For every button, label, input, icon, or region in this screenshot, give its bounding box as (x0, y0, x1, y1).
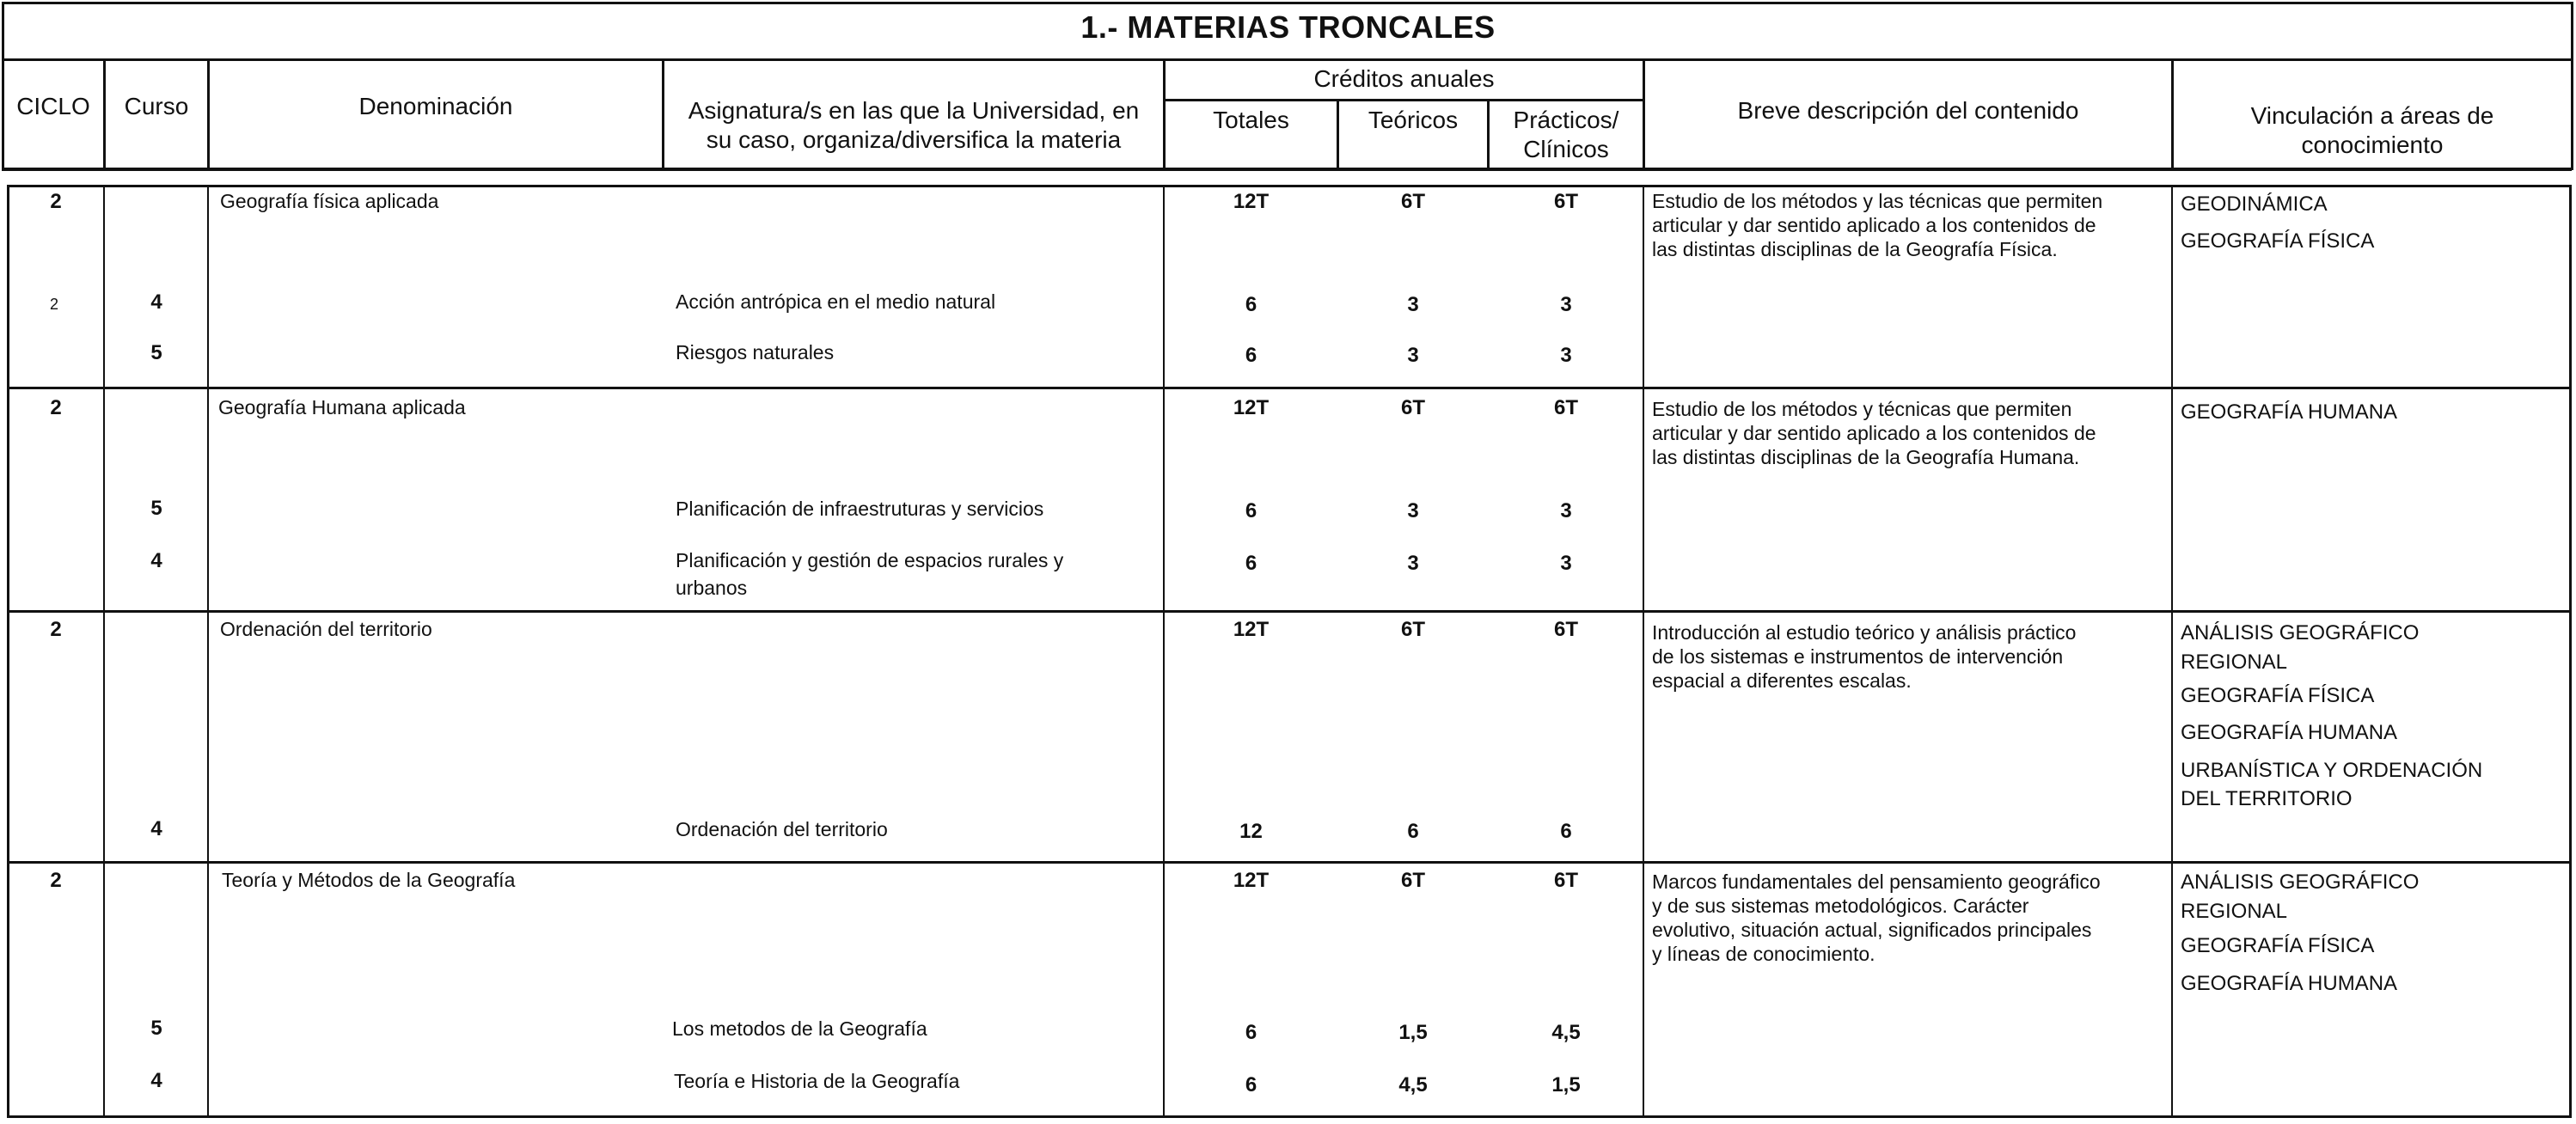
area-label: GEODINÁMICA (2181, 192, 2328, 216)
group-teoricos: 6T (1400, 190, 1425, 213)
group-denominacion: Geografía física aplicada (220, 190, 439, 212)
header-denominacion: Denominación (358, 93, 513, 119)
header-totales: Totales (1213, 107, 1289, 133)
group-ciclo: 2 (50, 190, 62, 213)
body-divider-ciclo (103, 185, 105, 1118)
subject-practicos: 3 (1560, 552, 1572, 575)
group-ciclo: 2 (50, 618, 62, 641)
subject-totales: 6 (1245, 344, 1257, 367)
subject-teoricos: 3 (1407, 552, 1419, 575)
subject-curso: 5 (150, 1017, 162, 1040)
subject-teoricos: 3 (1407, 293, 1419, 316)
body-divider-curso (207, 185, 209, 1118)
subject-practicos: 4,5 (1551, 1021, 1581, 1044)
header-bottom-border (2, 168, 2572, 171)
header-creditos-anuales: Créditos anuales (1313, 65, 1495, 92)
subject-teoricos: 3 (1407, 344, 1419, 367)
group-descripcion-line: las distintas disciplinas de la Geografía Física. (1652, 238, 2058, 260)
group-teoricos: 6T (1400, 869, 1425, 892)
subject-practicos: 6 (1560, 820, 1572, 843)
header-practicos-line2: Clínicos (1523, 136, 1609, 162)
group-descripcion-line: evolutivo, situación actual, significados principales (1652, 919, 2092, 941)
group-practicos: 6T (1553, 190, 1578, 213)
subject-asignatura: Riesgos naturales (676, 341, 835, 363)
subject-totales: 6 (1245, 499, 1257, 522)
body-left-border (7, 185, 9, 1118)
ciclo-mark: 2 (50, 296, 59, 313)
area-label: ANÁLISIS GEOGRÁFICO (2181, 870, 2420, 894)
header-right-border (2571, 2, 2573, 170)
header-descripcion: Breve descripción del contenido (1737, 97, 2079, 124)
group-descripcion-line: Marcos fundamentales del pensamiento geográfico (1652, 870, 2101, 893)
header-left-border (2, 2, 4, 170)
area-label: REGIONAL (2181, 651, 2288, 674)
subject-asignatura-cont: urbanos (676, 577, 748, 599)
group-teoricos: 6T (1400, 618, 1425, 641)
subject-practicos: 3 (1560, 499, 1572, 522)
group-descripcion-line: las distintas disciplinas de la Geografía Humana. (1652, 446, 2080, 468)
header-asignaturas-line2: su caso, organiza/diversifica la materia (706, 126, 1122, 153)
header-curso: Curso (124, 93, 189, 119)
group-descripcion-line: y de sus sistemas metodológicos. Carácter (1652, 895, 2029, 917)
body-divider-asignaturas (1163, 185, 1165, 1118)
area-label: ANÁLISIS GEOGRÁFICO (2181, 621, 2420, 644)
group-descripcion-line: articular y dar sentido aplicado a los contenidos de (1652, 422, 2096, 444)
subject-asignatura: Planificación y gestión de espacios rurales y (676, 549, 1064, 571)
subject-practicos: 1,5 (1551, 1073, 1581, 1097)
body-top-border (7, 185, 2572, 187)
subject-teoricos: 4,5 (1398, 1073, 1428, 1097)
group-denominacion: Ordenación del territorio (220, 618, 432, 640)
subject-curso: 4 (150, 1069, 162, 1092)
header-teoricos: Teóricos (1368, 107, 1459, 133)
group-practicos: 6T (1553, 618, 1578, 641)
group-denominacion: Teoría y Métodos de la Geografía (222, 869, 516, 891)
subject-practicos: 3 (1560, 293, 1572, 316)
subject-curso: 4 (150, 290, 162, 314)
group-totales: 12T (1233, 396, 1270, 419)
subject-curso: 5 (150, 341, 162, 364)
area-label: GEOGRAFÍA HUMANA (2181, 721, 2398, 744)
group-ciclo: 2 (50, 396, 62, 419)
area-label: GEOGRAFÍA FÍSICA (2181, 934, 2375, 957)
header-title-divider (2, 58, 2572, 61)
group-totales: 12T (1233, 190, 1270, 213)
header-asignaturas-line1: Asignatura/s en las que la Universidad, en (688, 97, 1140, 124)
subject-asignatura: Teoría e Historia de la Geografía (674, 1070, 960, 1092)
subject-asignatura: Ordenación del territorio (676, 818, 888, 840)
group-descripcion-line: de los sistemas e instrumentos de intervención (1652, 645, 2064, 668)
section-divider-2 (7, 610, 2572, 613)
subject-asignatura: Planificación de infraestruturas y servicios (676, 498, 1044, 520)
area-label: GEOGRAFÍA FÍSICA (2181, 229, 2375, 253)
subject-totales: 12 (1239, 820, 1263, 843)
subject-curso: 4 (150, 817, 162, 840)
area-label: REGIONAL (2181, 900, 2288, 923)
header-top-border (2, 2, 2572, 4)
group-descripcion-line: articular y dar sentido aplicado a los contenidos de (1652, 214, 2096, 236)
subject-teoricos: 6 (1407, 820, 1419, 843)
subject-asignatura: Acción antrópica en el medio natural (676, 290, 996, 313)
subject-teoricos: 3 (1407, 499, 1419, 522)
group-descripcion-line: espacial a diferentes escalas. (1652, 669, 1912, 692)
body-bottom-border (7, 1115, 2572, 1118)
subject-totales: 6 (1245, 552, 1257, 575)
subject-asignatura: Los metodos de la Geografía (672, 1017, 927, 1040)
group-descripcion-line: y líneas de conocimiento. (1652, 943, 1875, 965)
area-label: URBANÍSTICA Y ORDENACIÓN (2181, 759, 2483, 782)
section-divider-1 (7, 387, 2572, 389)
group-ciclo: 2 (50, 869, 62, 892)
area-label: GEOGRAFÍA HUMANA (2181, 972, 2398, 995)
subject-practicos: 3 (1560, 344, 1572, 367)
group-descripcion-line: Introducción al estudio teórico y análisis práctico (1652, 621, 2077, 644)
group-practicos: 6T (1553, 869, 1578, 892)
header-creditos-underline (1163, 99, 1644, 101)
header-practicos-line1: Prácticos/ (1513, 107, 1619, 133)
subject-teoricos: 1,5 (1398, 1021, 1428, 1044)
area-label: DEL TERRITORIO (2181, 787, 2353, 810)
group-teoricos: 6T (1400, 396, 1425, 419)
group-descripcion-line: Estudio de los métodos y técnicas que permiten (1652, 398, 2072, 420)
subject-totales: 6 (1245, 293, 1257, 316)
group-totales: 12T (1233, 618, 1270, 641)
body-right-border (2569, 185, 2572, 1118)
subject-totales: 6 (1245, 1021, 1257, 1044)
group-descripcion-line: Estudio de los métodos y las técnicas que permiten (1652, 190, 2103, 212)
group-denominacion: Geografía Humana aplicada (218, 396, 466, 418)
subject-totales: 6 (1245, 1073, 1257, 1097)
area-label: GEOGRAFÍA HUMANA (2181, 400, 2398, 424)
header-ciclo: CICLO (16, 93, 90, 119)
group-practicos: 6T (1553, 396, 1578, 419)
section-divider-3 (7, 861, 2572, 864)
subject-curso: 4 (150, 549, 162, 572)
group-totales: 12T (1233, 869, 1270, 892)
body-divider-descripcion (2171, 185, 2173, 1118)
header-vinculacion-line1: Vinculación a áreas de (2250, 102, 2494, 129)
subject-curso: 5 (150, 497, 162, 520)
table-title: 1.- MATERIAS TRONCALES (1080, 9, 1496, 45)
body-divider-creditos (1643, 185, 1644, 1118)
area-label: GEOGRAFÍA FÍSICA (2181, 684, 2375, 707)
header-vinculacion-line2: conocimiento (2301, 131, 2444, 158)
